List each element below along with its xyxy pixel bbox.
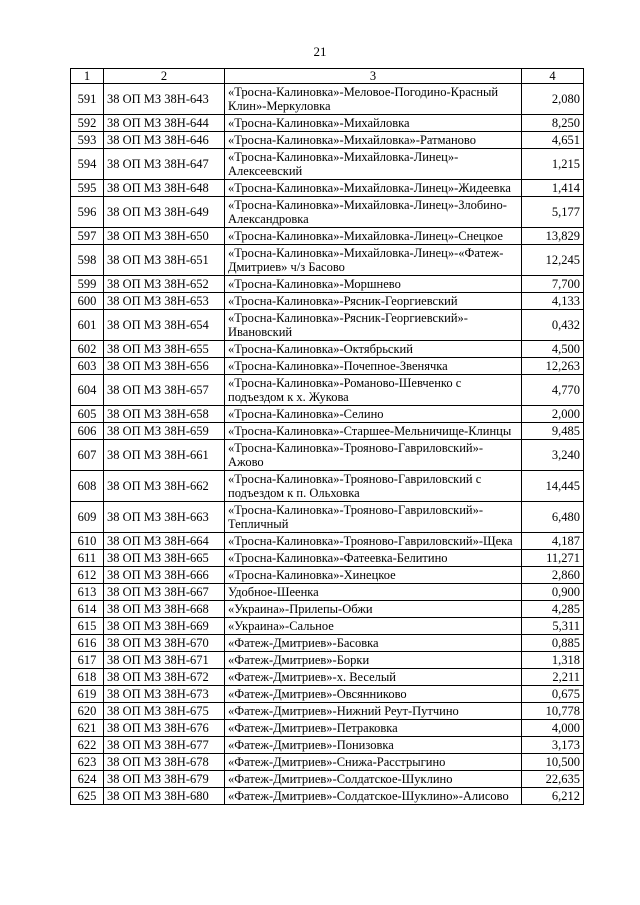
road-name-cell: «Фатеж-Дмитриев»-Борки [225,652,522,669]
table-row [71,703,584,720]
road-id-cell: 38 ОП МЗ 38Н-651 [104,245,225,276]
table-row [71,618,584,635]
road-length-cell: 10,500 [522,754,584,771]
table-row [71,533,584,550]
road-length-cell: 4,285 [522,601,584,618]
table-row [71,375,584,406]
row-number-cell: 618 [71,669,104,686]
row-number-cell: 623 [71,754,104,771]
table-row [71,720,584,737]
road-id-cell: 38 ОП МЗ 38Н-655 [104,341,225,358]
road-name-cell: «Фатеж-Дмитриев»-Солдатское-Шуклино»-Алисово [225,788,522,805]
roads-table [70,68,584,805]
row-number-cell: 605 [71,406,104,423]
table-row [71,228,584,245]
road-id-cell: 38 ОП МЗ 38Н-670 [104,635,225,652]
row-number-cell: 596 [71,197,104,228]
road-name-cell: «Тросна-Калиновка»-Фатеевка-Белитино [225,550,522,567]
row-number-cell: 604 [71,375,104,406]
table-row [71,276,584,293]
table-row [71,180,584,197]
row-number-cell: 603 [71,358,104,375]
road-name-cell: «Тросна-Калиновка»-Михайловка-Линец»-Злобино-Александровка [225,197,522,228]
table-row [71,737,584,754]
row-number-cell: 597 [71,228,104,245]
road-name-cell: «Тросна-Калиновка»-Хинецкое [225,567,522,584]
table-row [71,502,584,533]
road-length-cell: 4,500 [522,341,584,358]
road-id-cell: 38 ОП МЗ 38Н-657 [104,375,225,406]
road-length-cell: 7,700 [522,276,584,293]
road-id-cell: 38 ОП МЗ 38Н-647 [104,149,225,180]
road-name-cell: «Тросна-Калиновка»-Михайловка-Линец»-Жидеевка [225,180,522,197]
road-name-cell: «Тросна-Калиновка»-Михайловка»-Ратманово [225,132,522,149]
row-number-cell: 608 [71,471,104,502]
road-name-cell: «Тросна-Калиновка»-Михайловка-Линец»-Алексеевский [225,149,522,180]
road-id-cell: 38 ОП МЗ 38Н-677 [104,737,225,754]
road-name-cell: «Фатеж-Дмитриев»-Басовка [225,635,522,652]
table-body [71,84,584,805]
row-number-cell: 607 [71,440,104,471]
road-name-cell: «Тросна-Калиновка»-Трояново-Гавриловский»-Ажово [225,440,522,471]
table-row [71,149,584,180]
road-name-cell: «Тросна-Калиновка»-Романово-Шевченко с подъездом к х. Жукова [225,375,522,406]
road-id-cell: 38 ОП МЗ 38Н-671 [104,652,225,669]
road-id-cell: 38 ОП МЗ 38Н-666 [104,567,225,584]
row-number-cell: 620 [71,703,104,720]
road-length-cell: 0,900 [522,584,584,601]
road-id-cell: 38 ОП МЗ 38Н-679 [104,771,225,788]
row-number-cell: 611 [71,550,104,567]
road-name-cell: «Тросна-Калиновка»-Меловое-Погодино-Красный Клин»-Меркуловка [225,84,522,115]
row-number-cell: 592 [71,115,104,132]
row-number-cell: 617 [71,652,104,669]
road-name-cell: «Тросна-Калиновка»-Михайловка [225,115,522,132]
row-number-cell: 595 [71,180,104,197]
road-name-cell: «Фатеж-Дмитриев»-х. Веселый [225,669,522,686]
road-id-cell: 38 ОП МЗ 38Н-665 [104,550,225,567]
row-number-cell: 613 [71,584,104,601]
table-row [71,197,584,228]
table-row [71,601,584,618]
road-length-cell: 4,133 [522,293,584,310]
road-id-cell: 38 ОП МЗ 38Н-652 [104,276,225,293]
road-id-cell: 38 ОП МЗ 38Н-661 [104,440,225,471]
road-name-cell: «Тросна-Калиновка»-Михайловка-Линец»-Снецкое [225,228,522,245]
road-length-cell: 2,000 [522,406,584,423]
road-id-cell: 38 ОП МЗ 38Н-662 [104,471,225,502]
road-length-cell: 13,829 [522,228,584,245]
row-number-cell: 619 [71,686,104,703]
road-id-cell: 38 ОП МЗ 38Н-646 [104,132,225,149]
table-row [71,132,584,149]
table-row [71,771,584,788]
road-id-cell: 38 ОП МЗ 38Н-675 [104,703,225,720]
road-name-cell: «Тросна-Калиновка»-Михайловка-Линец»-«Фатеж-Дмитриев» ч/з Басово [225,245,522,276]
road-id-cell: 38 ОП МЗ 38Н-644 [104,115,225,132]
road-length-cell: 0,675 [522,686,584,703]
road-length-cell: 14,445 [522,471,584,502]
road-id-cell: 38 ОП МЗ 38Н-668 [104,601,225,618]
road-length-cell: 4,651 [522,132,584,149]
table-row [71,635,584,652]
road-name-cell: Удобное-Шеенка [225,584,522,601]
row-number-cell: 615 [71,618,104,635]
road-name-cell: «Тросна-Калиновка»-Октябрьский [225,341,522,358]
road-length-cell: 10,778 [522,703,584,720]
table-row [71,669,584,686]
road-name-cell: «Тросна-Калиновка»-Селино [225,406,522,423]
road-length-cell: 4,770 [522,375,584,406]
table-row [71,84,584,115]
row-number-cell: 599 [71,276,104,293]
road-id-cell: 38 ОП МЗ 38Н-663 [104,502,225,533]
road-length-cell: 5,311 [522,618,584,635]
road-length-cell: 2,211 [522,669,584,686]
road-length-cell: 6,212 [522,788,584,805]
road-length-cell: 3,240 [522,440,584,471]
row-number-cell: 624 [71,771,104,788]
road-length-cell: 22,635 [522,771,584,788]
table-row [71,358,584,375]
road-length-cell: 3,173 [522,737,584,754]
road-name-cell: «Тросна-Калиновка»-Трояново-Гавриловский с подъездом к п. Ольховка [225,471,522,502]
road-name-cell: «Фатеж-Дмитриев»-Снижа-Расстрыгино [225,754,522,771]
road-length-cell: 1,318 [522,652,584,669]
row-number-cell: 612 [71,567,104,584]
road-name-cell: «Тросна-Калиновка»-Рясник-Георгиевский»-Ивановский [225,310,522,341]
road-id-cell: 38 ОП МЗ 38Н-649 [104,197,225,228]
road-name-cell: «Украина»-Прилепы-Обжи [225,601,522,618]
road-id-cell: 38 ОП МЗ 38Н-673 [104,686,225,703]
table-row [71,406,584,423]
row-number-cell: 606 [71,423,104,440]
table-row [71,293,584,310]
road-id-cell: 38 ОП МЗ 38Н-656 [104,358,225,375]
row-number-cell: 614 [71,601,104,618]
table-row [71,754,584,771]
header-col-2: 2 [104,69,225,84]
header-col-4: 4 [522,69,584,84]
road-name-cell: «Фатеж-Дмитриев»-Понизовка [225,737,522,754]
road-name-cell: «Фатеж-Дмитриев»-Петраковка [225,720,522,737]
header-col-1: 1 [71,69,104,84]
road-length-cell: 0,432 [522,310,584,341]
row-number-cell: 594 [71,149,104,180]
road-id-cell: 38 ОП МЗ 38Н-678 [104,754,225,771]
road-name-cell: «Тросна-Калиновка»-Старшее-Мельничище-Клинцы [225,423,522,440]
road-id-cell: 38 ОП МЗ 38Н-664 [104,533,225,550]
row-number-cell: 601 [71,310,104,341]
table-header-row [71,69,584,84]
table-row [71,788,584,805]
road-id-cell: 38 ОП МЗ 38Н-650 [104,228,225,245]
table-row [71,423,584,440]
road-length-cell: 12,245 [522,245,584,276]
table-row [71,341,584,358]
road-name-cell: «Тросна-Калиновка»-Почепное-Звенячка [225,358,522,375]
table-row [71,584,584,601]
table-row [71,567,584,584]
road-length-cell: 4,187 [522,533,584,550]
row-number-cell: 621 [71,720,104,737]
road-name-cell: «Фатеж-Дмитриев»-Солдатское-Шуклино [225,771,522,788]
table-row [71,686,584,703]
table-row [71,550,584,567]
road-id-cell: 38 ОП МЗ 38Н-680 [104,788,225,805]
row-number-cell: 616 [71,635,104,652]
table-row [71,245,584,276]
table-row [71,471,584,502]
table-row [71,115,584,132]
road-id-cell: 38 ОП МЗ 38Н-648 [104,180,225,197]
page-number: 21 [313,44,327,59]
road-length-cell: 8,250 [522,115,584,132]
header-col-3: 3 [225,69,522,84]
row-number-cell: 609 [71,502,104,533]
row-number-cell: 622 [71,737,104,754]
road-length-cell: 2,860 [522,567,584,584]
road-name-cell: «Тросна-Калиновка»-Рясник-Георгиевский [225,293,522,310]
row-number-cell: 600 [71,293,104,310]
row-number-cell: 598 [71,245,104,276]
road-length-cell: 12,263 [522,358,584,375]
row-number-cell: 610 [71,533,104,550]
road-id-cell: 38 ОП МЗ 38Н-658 [104,406,225,423]
road-length-cell: 2,080 [522,84,584,115]
road-length-cell: 9,485 [522,423,584,440]
road-name-cell: «Тросна-Калиновка»-Моршнево [225,276,522,293]
table-row [71,652,584,669]
road-length-cell: 5,177 [522,197,584,228]
road-length-cell: 6,480 [522,502,584,533]
road-id-cell: 38 ОП МЗ 38Н-654 [104,310,225,341]
road-id-cell: 38 ОП МЗ 38Н-672 [104,669,225,686]
road-id-cell: 38 ОП МЗ 38Н-643 [104,84,225,115]
road-name-cell: «Тросна-Калиновка»-Трояново-Гавриловский»-Щека [225,533,522,550]
table-row [71,440,584,471]
road-name-cell: «Тросна-Калиновка»-Трояново-Гавриловский»-Тепличный [225,502,522,533]
road-id-cell: 38 ОП МЗ 38Н-669 [104,618,225,635]
row-number-cell: 625 [71,788,104,805]
road-id-cell: 38 ОП МЗ 38Н-659 [104,423,225,440]
road-length-cell: 1,215 [522,149,584,180]
row-number-cell: 602 [71,341,104,358]
road-length-cell: 11,271 [522,550,584,567]
row-number-cell: 593 [71,132,104,149]
road-id-cell: 38 ОП МЗ 38Н-653 [104,293,225,310]
road-name-cell: «Фатеж-Дмитриев»-Нижний Реут-Путчино [225,703,522,720]
road-id-cell: 38 ОП МЗ 38Н-667 [104,584,225,601]
road-id-cell: 38 ОП МЗ 38Н-676 [104,720,225,737]
table-row [71,310,584,341]
road-name-cell: «Украина»-Сальное [225,618,522,635]
road-name-cell: «Фатеж-Дмитриев»-Овсянниково [225,686,522,703]
road-length-cell: 4,000 [522,720,584,737]
row-number-cell: 591 [71,84,104,115]
road-length-cell: 1,414 [522,180,584,197]
road-length-cell: 0,885 [522,635,584,652]
